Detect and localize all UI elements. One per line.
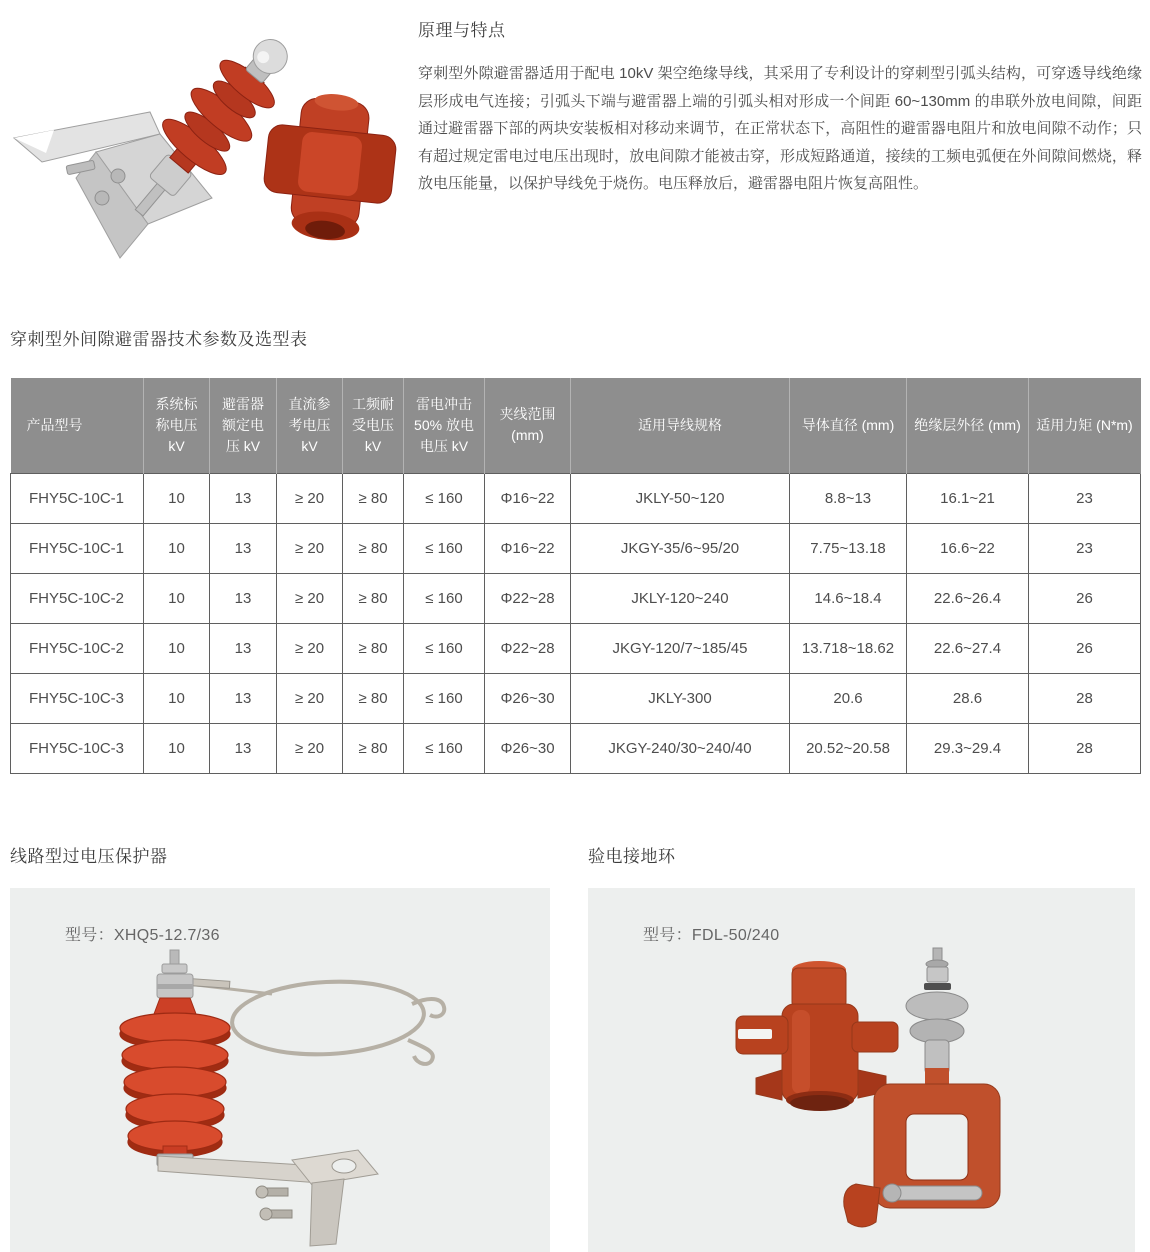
spec-table-cell: 23 (1029, 523, 1141, 573)
spec-table-cell: FHY5C-10C-2 (11, 573, 144, 623)
spec-table-cell: ≤ 160 (404, 673, 485, 723)
spec-table-cell: ≥ 80 (343, 723, 404, 773)
spec-column-header: 导体直径 (mm) (790, 378, 907, 473)
principle-section (418, 16, 1142, 198)
spec-table-cell: JKGY-35/6~95/20 (571, 523, 790, 573)
spec-table-cell: 26 (1029, 623, 1141, 673)
spec-table-cell: 13 (210, 523, 277, 573)
spec-table-cell: Φ26~30 (485, 673, 571, 723)
principle-title: 原理与特点 (418, 21, 506, 40)
spec-table-cell: Φ16~22 (485, 473, 571, 523)
spec-table-cell: 10 (144, 723, 210, 773)
spec-table-header-row (11, 378, 1141, 473)
spec-table-cell: Φ22~28 (485, 573, 571, 623)
spec-table-row (11, 723, 1141, 773)
spec-table-cell: JKLY-50~120 (571, 473, 790, 523)
spec-table-cell: 7.75~13.18 (790, 523, 907, 573)
spec-table-cell: JKGY-120/7~185/45 (571, 623, 790, 673)
spec-table-cell: 22.6~27.4 (907, 623, 1029, 673)
spec-table-row (11, 523, 1141, 573)
spec-table-cell: 13 (210, 723, 277, 773)
spec-table-cell: 28 (1029, 673, 1141, 723)
spec-table-cell: 14.6~18.4 (790, 573, 907, 623)
spec-table-cell: JKLY-120~240 (571, 573, 790, 623)
spec-table-cell: 16.1~21 (907, 473, 1029, 523)
spec-table-cell: 10 (144, 523, 210, 573)
spec-table-cell: 20.52~20.58 (790, 723, 907, 773)
spec-table-cell: 10 (144, 623, 210, 673)
spec-column-header: 产品型号 (11, 378, 144, 473)
puncture-clamp-illustration (258, 88, 401, 247)
spec-table-cell: Φ26~30 (485, 723, 571, 773)
line-protector-title: 线路型过电压保护器 (10, 847, 168, 866)
spec-table-cell: 13 (210, 623, 277, 673)
spec-table-cell: 13 (210, 473, 277, 523)
spec-table-cell: 23 (1029, 473, 1141, 523)
spec-column-header: 适用导线规格 (571, 378, 790, 473)
grounding-ring-model-label: 型号：FDL-50/240 (643, 927, 780, 944)
spec-table-row (11, 573, 1141, 623)
grounding-ring-box (588, 888, 1135, 1252)
spec-table-cell: ≤ 160 (404, 723, 485, 773)
spec-column-header: 直流参考电压 kV (277, 378, 343, 473)
spec-table-cell: ≥ 20 (277, 573, 343, 623)
spec-table-title: 穿刺型外间隙避雷器技术参数及选型表 (10, 330, 308, 349)
spec-table-cell: ≤ 160 (404, 623, 485, 673)
spec-column-header: 雷电冲击 50% 放电电压 kV (404, 378, 485, 473)
spec-table-cell: 26 (1029, 573, 1141, 623)
spec-table-cell: 8.8~13 (790, 473, 907, 523)
spec-table-cell: 13.718~18.62 (790, 623, 907, 673)
spec-table-cell: ≤ 160 (404, 523, 485, 573)
spec-table-cell: 13 (210, 573, 277, 623)
spec-table-cell: ≥ 80 (343, 473, 404, 523)
spec-table-cell: 13 (210, 673, 277, 723)
spec-table-cell: Φ22~28 (485, 623, 571, 673)
spec-table-cell: Φ16~22 (485, 523, 571, 573)
spec-table-cell: 28.6 (907, 673, 1029, 723)
spec-column-header: 系统标称电压 kV (144, 378, 210, 473)
grounding-ring-title: 验电接地环 (588, 847, 676, 866)
spec-column-header: 避雷器额定电压 kV (210, 378, 277, 473)
spec-table-cell: 20.6 (790, 673, 907, 723)
spec-table-cell: FHY5C-10C-1 (11, 473, 144, 523)
spec-table-cell: ≥ 80 (343, 623, 404, 673)
spec-table-cell: ≥ 20 (277, 623, 343, 673)
spec-table-row (11, 473, 1141, 523)
arrester-product-photo (0, 16, 405, 302)
principle-paragraph: 穿刺型外隙避雷器适用于配电 10kV 架空绝缘导线，其采用了专利设计的穿刺型引弧头结构，可穿透导线绝缘层形成电气连接；引弧头下端与避雷器上端的引弧头相对形成一个间距 60~130mm 的串联外放电间隙，间距通过避雷器下部的两块安装板相对移动来调节，在正常状态下，高阻性的避雷器电阻片和放电间隙不动作；只有超过规定雷电过电压出现时，放电间隙才能被击穿，形成短路通道，接续的工频电弧便在外间隙间燃烧，释放电压能量，以保护导线免于烧伤。电压释放后，避雷器电阻片恢复高阻性。 (418, 65, 1142, 193)
spec-table-cell: ≥ 80 (343, 673, 404, 723)
spec-table-cell: ≤ 160 (404, 573, 485, 623)
spec-table-cell: ≥ 20 (277, 523, 343, 573)
spec-table-cell: ≤ 160 (404, 473, 485, 523)
spec-table-cell: JKLY-300 (571, 673, 790, 723)
spec-table-row (11, 673, 1141, 723)
spec-table-cell: 10 (144, 573, 210, 623)
spec-table-row (11, 623, 1141, 673)
spec-column-header: 工频耐受电压 kV (343, 378, 404, 473)
spec-table-cell: 16.6~22 (907, 523, 1029, 573)
spec-table-cell: FHY5C-10C-2 (11, 623, 144, 673)
spec-column-header: 适用力矩 (N*m) (1029, 378, 1141, 473)
spec-table-cell: FHY5C-10C-1 (11, 523, 144, 573)
spec-table-cell: 10 (144, 473, 210, 523)
spec-table-cell: 28 (1029, 723, 1141, 773)
spec-column-header: 夹线范围 (mm) (485, 378, 571, 473)
spec-table-cell: ≥ 20 (277, 473, 343, 523)
spec-table-cell: ≥ 80 (343, 573, 404, 623)
spec-table-cell: ≥ 20 (277, 673, 343, 723)
spec-table-cell: JKGY-240/30~240/40 (571, 723, 790, 773)
spec-table-cell: FHY5C-10C-3 (11, 723, 144, 773)
spec-table-cell: 29.3~29.4 (907, 723, 1029, 773)
spec-table-cell: 10 (144, 673, 210, 723)
spec-table-cell: FHY5C-10C-3 (11, 673, 144, 723)
spec-table-cell: ≥ 20 (277, 723, 343, 773)
line-protector-model-label: 型号：XHQ5-12.7/36 (65, 927, 220, 944)
spec-column-header: 绝缘层外径 (mm) (907, 378, 1029, 473)
spec-table-cell: ≥ 80 (343, 523, 404, 573)
line-protector-box (10, 888, 550, 1252)
spec-table (10, 378, 1141, 774)
arrester-illustration (0, 16, 405, 302)
spec-table-cell: 22.6~26.4 (907, 573, 1029, 623)
